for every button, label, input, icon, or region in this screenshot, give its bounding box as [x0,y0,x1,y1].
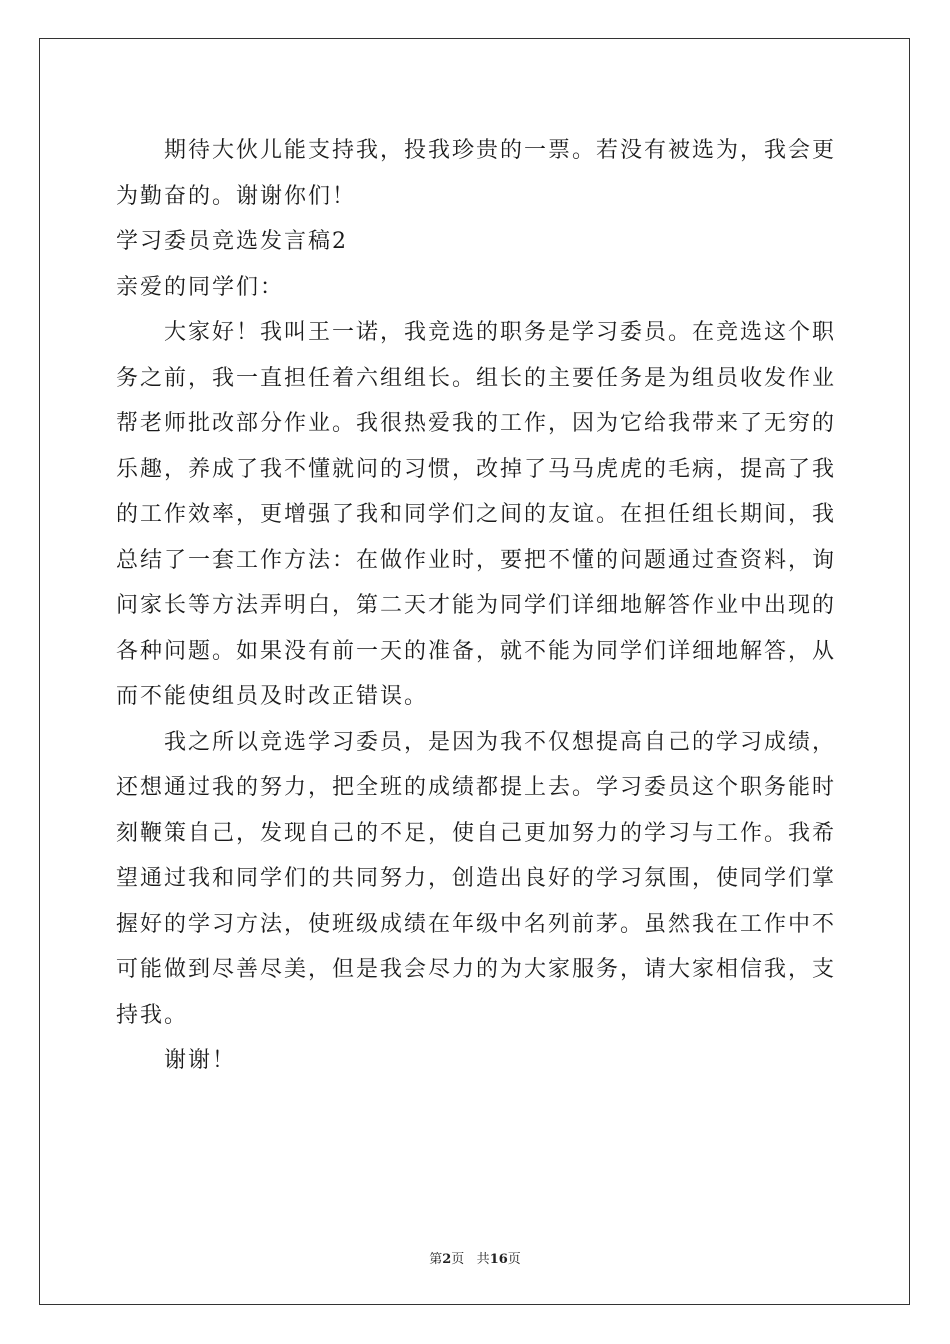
greeting-line: 亲爱的同学们： [116,274,285,300]
section-heading: 学习委员竞选发言稿2 [116,229,348,254]
footer-total-pages: 16 [489,1252,508,1267]
document-body [116,128,836,1084]
page-footer [0,1248,950,1267]
paragraph-thanks: 谢谢！ [164,1048,237,1073]
footer-page-suffix: 页 [451,1252,465,1267]
footer-page-prefix: 第 [429,1252,443,1267]
footer-page-number: 2 [442,1252,452,1267]
paragraph-motivation: 我之所以竞选学习委员，是因为我不仅想提高自己的学习成绩，还想通过我的努力，把全班的成绩都提上去。学习委员这个职务能时刻鞭策自己，发现自己的不足，使自己更加努力的学习与工作。我希望通过我和同学们的共同努力，创造出良好的学习氛围，使同学们掌握好的学习方法，使班级成绩在年级中名列前茅。虽然我在工作中不可能做到尽善尽美，但是我会尽力的为大家服务，请大家相信我，支持我。 [116,729,837,1028]
paragraph-closing-remarks: 期待大伙儿能支持我，投我珍贵的一票。若没有被选为，我会更为勤奋的。谢谢你们！ [116,138,837,209]
footer-total-suffix: 页 [507,1252,521,1267]
paragraph-introduction: 大家好！我叫王一诺，我竞选的职务是学习委员。在竞选这个职务之前，我一直担任着六组组长。组长的主要任务是为组员收发作业帮老师批改部分作业。我很热爱我的工作，因为它给我带来了无穷的乐趣，养成了我不懂就问的习惯，改掉了马马虎虎的毛病，提高了我的工作效率，更增强了我和同学们之间的友谊。在担任组长期间，我总结了一套工作方法：在做作业时，要把不懂的问题通过查资料，询问家长等方法弄明白，第二天才能为同学们详细地解答作业中出现的各种问题。如果没有前一天的准备，就不能为同学们详细地解答，从而不能使组员及时改正错误。 [116,320,837,709]
footer-total-prefix: 共 [476,1252,490,1267]
